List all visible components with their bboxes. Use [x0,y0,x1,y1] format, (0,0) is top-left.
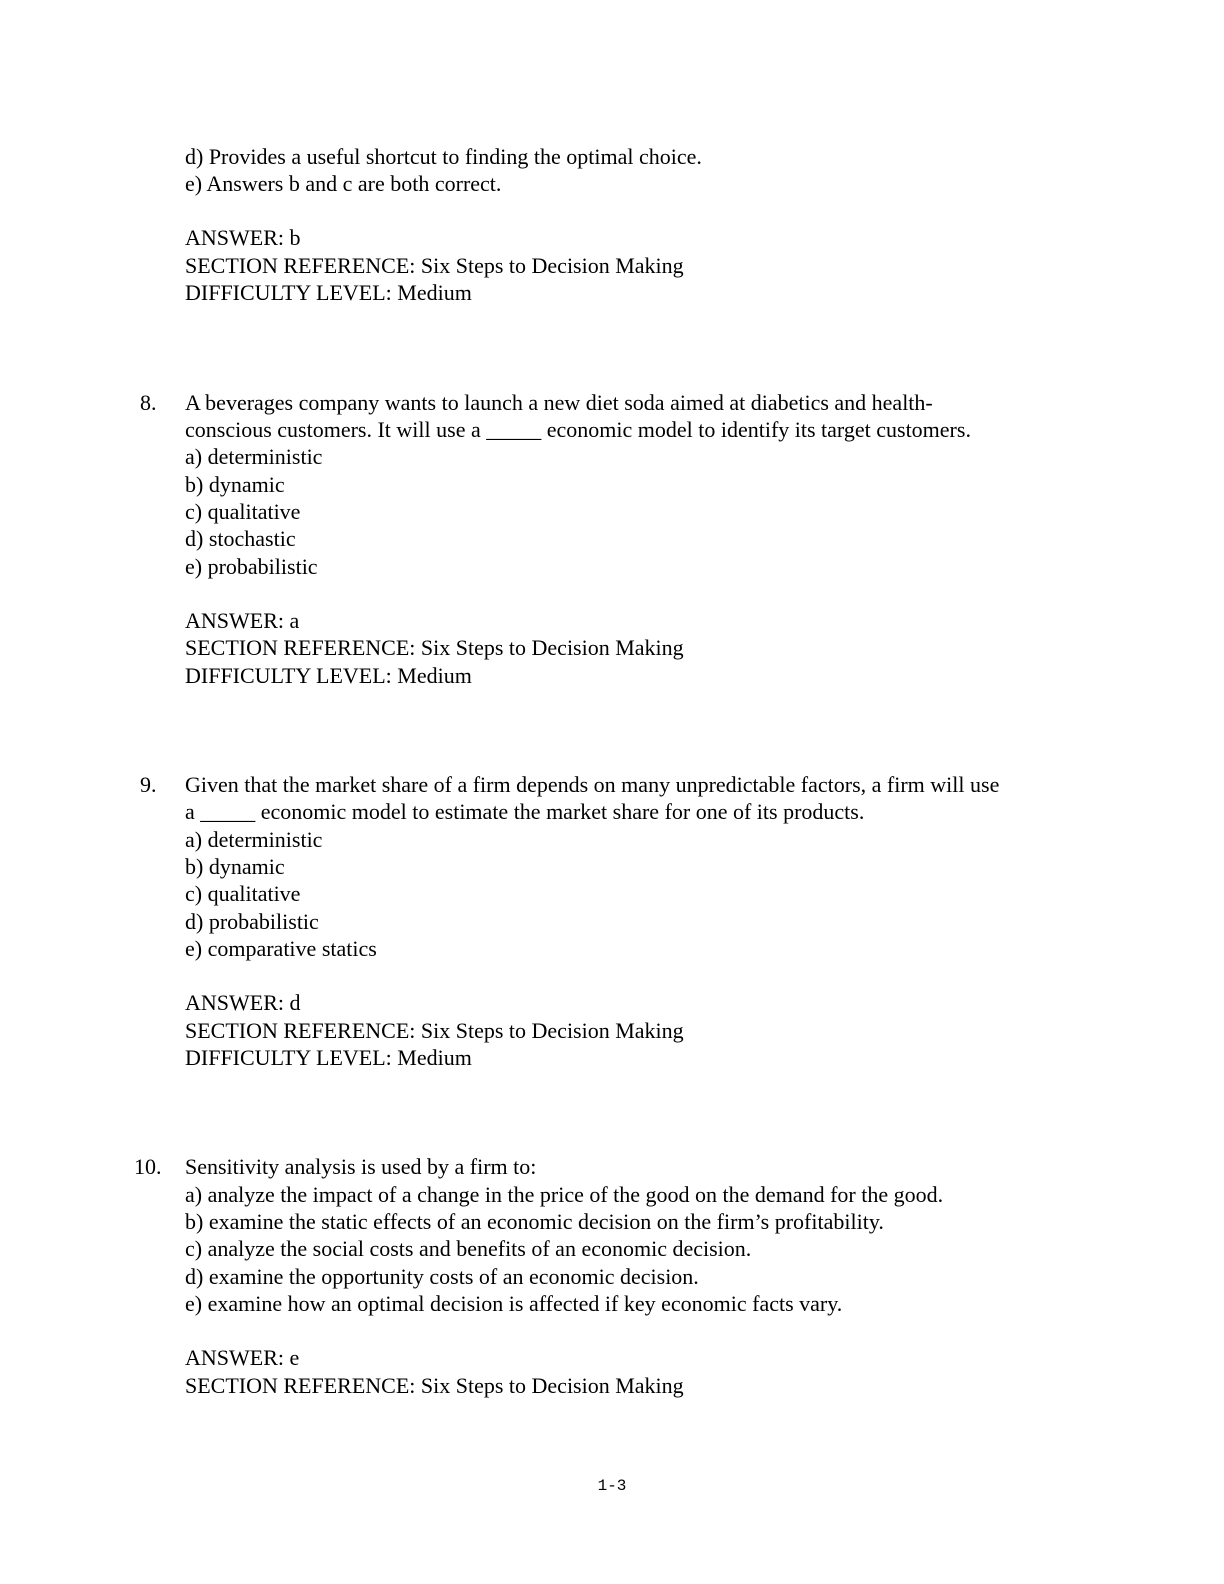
option-b: b) dynamic [185,854,285,879]
section-reference: SECTION REFERENCE: Six Steps to Decision Making [185,1018,684,1043]
question-number: 9. [140,772,157,797]
question-stem-line: Given that the market share of a firm depends on many unpredictable factors, a firm will use [185,772,1000,797]
difficulty-level: DIFFICULTY LEVEL: Medium [185,1045,472,1070]
question-stem-line: Sensitivity analysis is used by a firm to: [185,1154,537,1179]
question-stem-line: conscious customers. It will use a _____ economic model to identify its target customers. [185,417,971,442]
question-stem-line: A beverages company wants to launch a new diet soda aimed at diabetics and health- [185,390,933,415]
option-d: d) stochastic [185,526,296,551]
section-reference: SECTION REFERENCE: Six Steps to Decision Making [185,253,684,278]
option-c: c) analyze the social costs and benefits of an economic decision. [185,1236,752,1261]
answer-line: ANSWER: a [185,608,300,633]
option-a: a) deterministic [185,827,323,852]
option-b: b) dynamic [185,472,285,497]
option-e: e) comparative statics [185,936,377,961]
option-d: d) probabilistic [185,909,319,934]
option-d: d) Provides a useful shortcut to finding the optimal choice. [185,144,702,169]
option-e: e) examine how an optimal decision is affected if key economic facts vary. [185,1291,843,1316]
option-b: b) examine the static effects of an economic decision on the firm’s profitability. [185,1209,884,1234]
option-c: c) qualitative [185,499,301,524]
option-e: e) Answers b and c are both correct. [185,171,502,196]
answer-line: ANSWER: e [185,1345,300,1370]
option-a: a) deterministic [185,444,323,469]
difficulty-level: DIFFICULTY LEVEL: Medium [185,663,472,688]
answer-line: ANSWER: d [185,990,301,1015]
option-e: e) probabilistic [185,554,318,579]
question-stem-line: a _____ economic model to estimate the market share for one of its products. [185,799,865,824]
question-number: 10. [134,1154,162,1179]
difficulty-level: DIFFICULTY LEVEL: Medium [185,280,472,305]
option-a: a) analyze the impact of a change in the price of the good on the demand for the good. [185,1182,944,1207]
section-reference: SECTION REFERENCE: Six Steps to Decision Making [185,1373,684,1398]
option-c: c) qualitative [185,881,301,906]
option-d: d) examine the opportunity costs of an economic decision. [185,1264,699,1289]
answer-line: ANSWER: b [185,225,301,250]
page-number: 1-3 [597,1477,627,1495]
section-reference: SECTION REFERENCE: Six Steps to Decision Making [185,635,684,660]
question-number: 8. [140,390,157,415]
